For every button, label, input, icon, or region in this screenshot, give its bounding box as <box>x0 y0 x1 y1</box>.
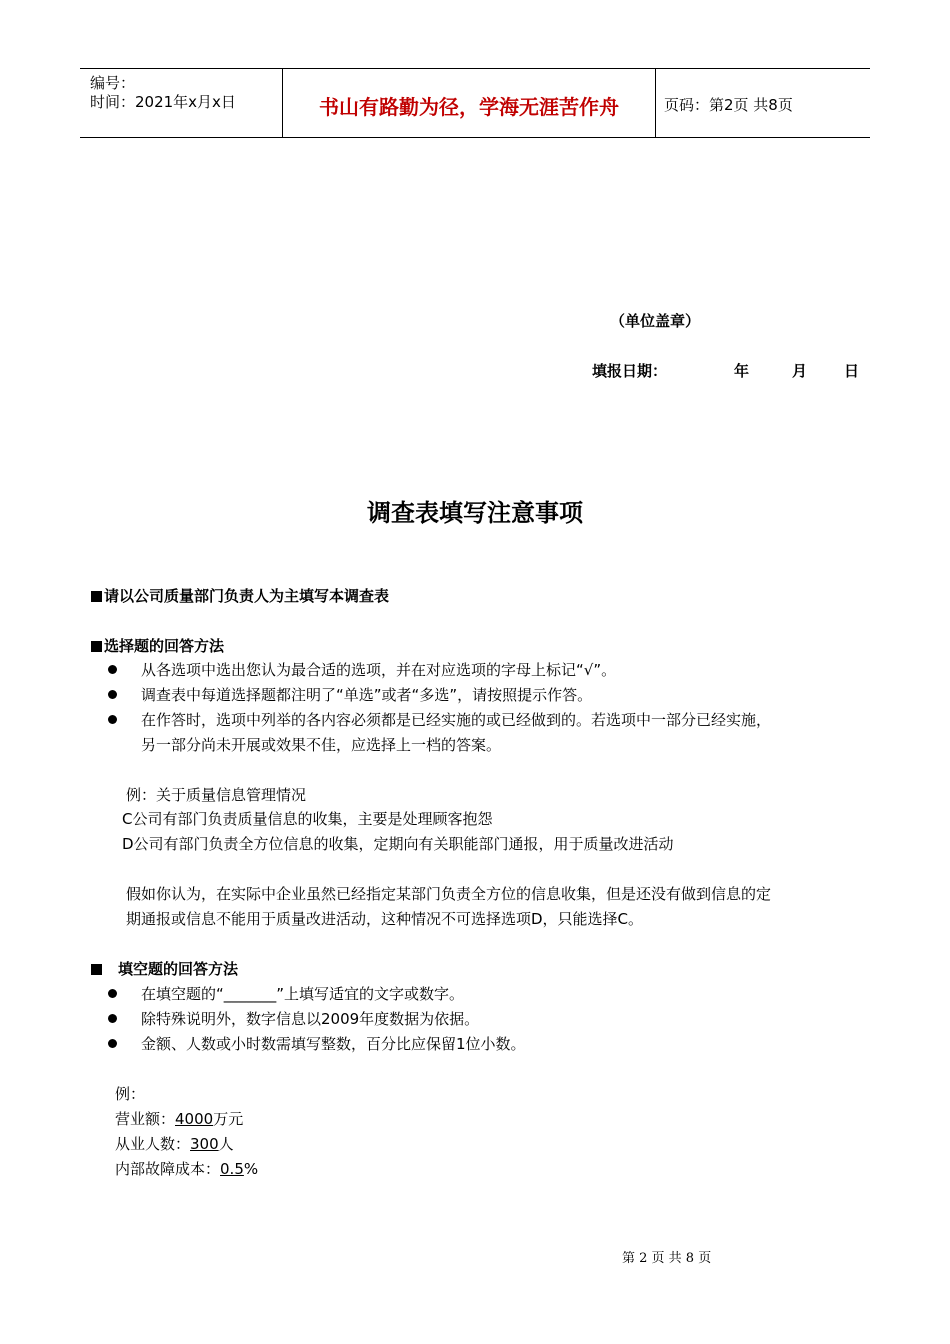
square-bullet-icon <box>91 591 102 602</box>
revenue-example <box>115 1109 243 1129</box>
bullet-dot-icon <box>108 1014 117 1023</box>
example-option-d: D公司有部门负责全方位信息的收集，定期向有关职能部门通报，用于质量改进活动 <box>122 835 674 853</box>
staff-unit: 人 <box>218 1135 234 1153</box>
section3-bullet-1: 在填空题的“_______”上填写适宜的文字或数字。 <box>141 985 465 1003</box>
bullet-dot-icon <box>108 665 117 674</box>
staff-value: 300 <box>190 1135 219 1153</box>
bullet-dot-icon <box>108 690 117 699</box>
section3-heading <box>91 959 238 979</box>
revenue-label: 营业额： <box>115 1110 176 1128</box>
section2-heading <box>91 636 224 656</box>
example-label: 例：关于质量信息管理情况 <box>126 786 307 804</box>
cost-unit: % <box>243 1160 259 1178</box>
bullet-dot-icon <box>108 989 117 998</box>
section1-heading <box>91 586 389 606</box>
section3-bullet-3: 金额、人数或小时数需填写整数，百分比应保留1位小数。 <box>141 1035 526 1053</box>
motto: 书山有路勤为径，学海无涯苦作舟 <box>319 95 619 119</box>
date-label: 填报日期： <box>592 362 668 380</box>
date-year: 年 <box>734 362 750 380</box>
section2-bullet-3: 在作答时，选项中列举的各内容必须都是已经实施的或已经做到的。若选项中一部分已经实施， <box>141 711 772 729</box>
revenue-unit: 万元 <box>213 1110 244 1128</box>
date-day: 日 <box>844 362 860 380</box>
header-info-cell <box>80 69 283 137</box>
page-footer: 第 2 页 共 8 页 <box>622 1251 712 1266</box>
section2-heading-text: 选择题的回答方法 <box>104 637 225 655</box>
bullet-dot-icon <box>108 1039 117 1048</box>
cost-label: 内部故障成本： <box>115 1160 221 1178</box>
revenue-value: 4000 <box>175 1110 214 1128</box>
time-label: 时间：2021年x月x日 <box>90 93 236 111</box>
page-title: 调查表填写注意事项 <box>367 499 583 527</box>
header-page-cell <box>656 69 870 137</box>
staff-label: 从业人数： <box>115 1135 191 1153</box>
example-option-c: C公司有部门负责质量信息的收集，主要是处理顾客抱怨 <box>122 810 493 828</box>
fill-example-label: 例： <box>115 1085 146 1103</box>
section3-bullet-2: 除特殊说明外，数字信息以2009年度数据为依据。 <box>141 1010 480 1028</box>
section2-bullet-2: 调查表中每道选择题都注明了“单选”或者“多选”，请按照提示作答。 <box>141 686 593 704</box>
date-month: 月 <box>792 362 808 380</box>
square-bullet-icon <box>91 641 102 652</box>
cost-example <box>115 1159 258 1179</box>
header-motto-cell <box>283 69 656 137</box>
explanation-line-1: 假如你认为，在实际中企业虽然已经指定某部门负责全方位的信息收集，但是还没有做到信息的定 <box>126 885 772 903</box>
section1-heading-text: 请以公司质量部门负责人为主填写本调查表 <box>104 587 390 605</box>
explanation-line-2: 期通报或信息不能用于质量改进活动，这种情况不可选择选项D，只能选择C。 <box>126 910 644 928</box>
square-bullet-icon <box>91 964 102 975</box>
page-label: 页码：第2页 共8页 <box>664 96 793 114</box>
page-header <box>80 68 870 138</box>
cost-value: 0.5 <box>220 1160 244 1178</box>
stamp-label: （单位盖章） <box>610 312 701 330</box>
section3-heading-text: 填空题的回答方法 <box>118 960 239 978</box>
section2-bullet-1: 从各选项中选出您认为最合适的选项，并在对应选项的字母上标记“√”。 <box>141 661 617 679</box>
staff-example <box>115 1134 234 1154</box>
section2-bullet-3-cont: 另一部分尚未开展或效果不佳，应选择上一档的答案。 <box>141 736 502 754</box>
number-label: 编号： <box>90 74 136 92</box>
bullet-dot-icon <box>108 715 117 724</box>
